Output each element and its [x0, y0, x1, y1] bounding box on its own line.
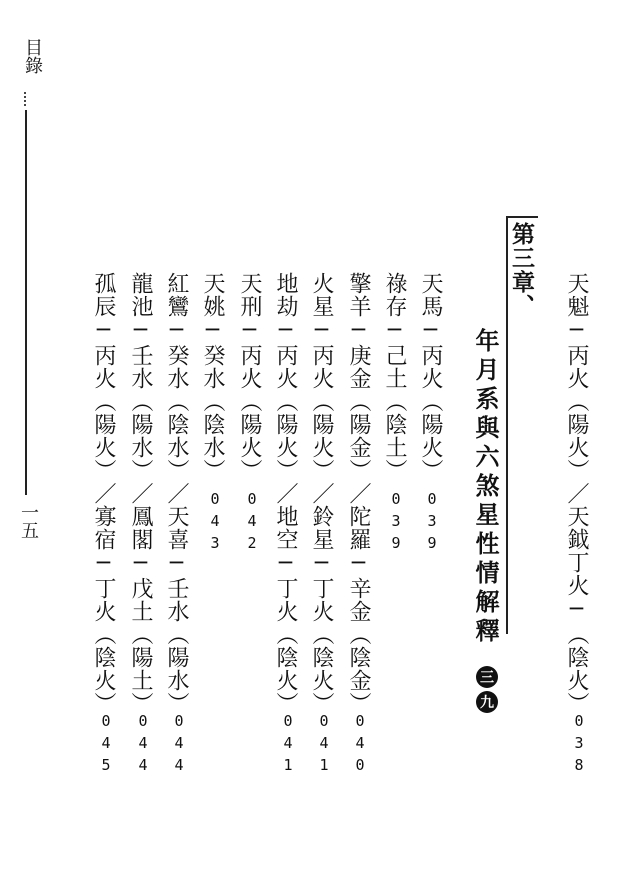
entry-title: 天姚─癸水（陰水）	[200, 272, 225, 482]
entry-page: 039	[423, 490, 441, 556]
entry-title: 祿存─己土（陰土）	[382, 272, 407, 482]
entry-title: 地劫─丙火（陽火）／地空─丁火（陰火）	[273, 272, 298, 715]
entry-page: 040	[351, 712, 369, 778]
entry-page: 043	[206, 490, 224, 556]
entry-page: 041	[279, 712, 297, 778]
entry-page: 045	[97, 712, 115, 778]
entry-title: 紅鸞─癸水（陰水）／天喜─壬水（陽水）	[164, 272, 189, 715]
chapter-subtitle: 年月系與六煞星性情解釋	[471, 328, 500, 647]
entry-page: 042	[243, 490, 261, 556]
page-number: 一五	[18, 503, 39, 539]
entry-title: 天馬─丙火（陽火）	[418, 272, 443, 482]
entry-page: 041	[315, 712, 333, 778]
chapter-divider	[506, 216, 508, 634]
margin-toc-label: 目錄	[22, 38, 43, 74]
entry-title: 天魁─丙火（陽火）／天鉞丁火─（陰火）	[564, 272, 589, 715]
entry-page: 038	[570, 712, 588, 778]
entry-title: 孤辰─丙火（陽火）／寡宿─丁火（陰火）	[91, 272, 116, 715]
circled-page-digit-1: 三	[476, 666, 498, 688]
entry-page: 044	[170, 712, 188, 778]
margin-dotted-rule	[24, 92, 28, 106]
chapter-divider-top	[506, 216, 538, 218]
entry-title: 火星─丙火（陽火）／鈴星─丁火（陰火）	[309, 272, 334, 715]
margin-rule-top	[25, 110, 27, 495]
entry-page: 044	[134, 712, 152, 778]
entry-title: 天刑─丙火（陽火）	[237, 272, 262, 482]
circled-page-digit-2: 九	[476, 691, 498, 713]
entry-title: 龍池─壬水（陽水）／鳳閣─戊土（陽土）	[128, 272, 153, 715]
chapter-heading: 第三章、	[508, 222, 535, 318]
entry-page: 039	[387, 490, 405, 556]
entry-title: 擎羊─庚金（陽金）／陀羅─辛金（陰金）	[346, 272, 371, 715]
